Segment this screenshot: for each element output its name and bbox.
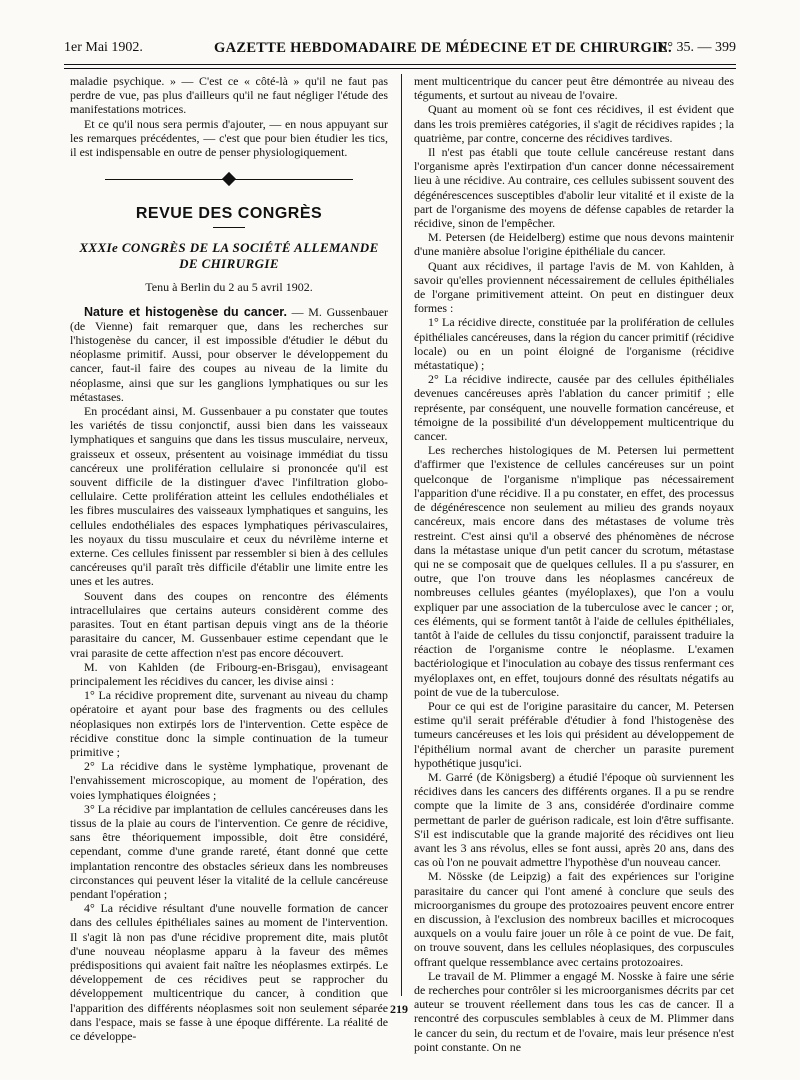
article-paragraph: ment multicentrique du cancer peut être démontrée au niveau des téguments, et surtout au niveau de l'ovaire. (414, 74, 734, 103)
article-paragraph: Quant au moment où se font ces récidives, il est évident que dans les trois premières catégories, il s'agit de récidives rapides ; la quatrième, par contre, concerne des récidives tardives. (414, 102, 734, 145)
column-divider (401, 74, 402, 996)
article-paragraph: M. von Kahlden (de Fribourg-en-Brisgau), envisageant principalement les récidives du cancer, les divise ainsi : (70, 659, 388, 688)
article-paragraph: M. Garré (de Königsberg) a étudié l'époque où surviennent les récidives dans les cancers des différents organes. Il a pu se rendre compte que la limite de 3 ans, considérée d'ordinaire comme permettant de parler de guérison radicale, est loin d'être suffisante. S'il est indiscutable que la grande majorité des récidives ont lieu avant les 3 ans révolus, elles se font aussi, après 20 ans, dans des cas où l'on ne pouvait admettre l'hypothèse d'un nouveau cancer. (414, 769, 734, 870)
right-column (414, 74, 734, 1054)
article-paragraph: Quant aux récidives, il partage l'avis de M. von Kahlden, à savoir qu'elles proviennent nécessairement de cellules épithéliales de l'organe primitivement atteint. On peut en distinguer deux formes : (414, 258, 734, 316)
issue-page-number: N° 35. — 399 (657, 40, 736, 55)
journal-title: GAZETTE HEBDOMADAIRE DE MÉDECINE ET DE CHIRURGIE. (214, 40, 672, 56)
article-paragraph: M. Petersen (de Heidelberg) estime que nous devons maintenir d'une manière absolue l'origine épithéliale du cancer. (414, 230, 734, 259)
article-paragraph: 1° La récidive directe, constituée par la prolifération de cellules épithéliales cancéreuses, dans la région du cancer primitif (récidive locale) ou en un point éloigné de l'organisme (récidive métastatique) ; (414, 315, 734, 373)
article-paragraph: 2° La récidive indirecte, causée par des cellules épithéliales devenues cancéreuses après l'ablation du cancer primitif ; elle représente, par conséquent, une nouvelle formation cancéreuse, et témoigne de la possibilité d'un développement multicentrique du cancer. (414, 372, 734, 444)
intro-paragraph-2: Et ce qu'il nous sera permis d'ajouter, — en nous appuyant sur les remarques précédentes, — c'est que pour bien étudier les tics, il est indispensable en outre de penser physiologiquement. (70, 116, 388, 160)
section-divider (70, 167, 388, 193)
article-paragraph: Souvent dans des coupes on rencontre des éléments intracellulaires que certains auteurs considèrent comme des parasites. Tout en étant partisan depuis vingt ans de la théorie parasitaire du cancer, M. Gussenbauer estime cependant que le vrai parasite de cette affection n'est pas encore découvert. (70, 588, 388, 660)
article-paragraph (70, 305, 388, 404)
page-number: 219 (390, 1002, 408, 1016)
running-header (64, 38, 736, 60)
article-paragraph: 1° La récidive proprement dite, survenant au niveau du champ opératoire et ayant pour base des fragments ou des cellules néoplasiques non extirpés lors de l'intervention. Cette espèce de récidive constitue donc la simple continuation de la tumeur primitive ; (70, 688, 388, 759)
article-paragraph: Il n'est pas établi que toute cellule cancéreuse restant dans l'organisme après l'extirpation d'un cancer donne nécessairement lieu à une récidive. Au contraire, ces cellules subissent souvent des dégénérescences susceptibles d'abolir leur vitalité et il existe de la part de l'organisme des moyens de défense capables de retarder la récidive, sinon de l'empêcher. (414, 145, 734, 231)
article-paragraph: Le travail de M. Plimmer a engagé M. Nosske à faire une série de recherches pour contrôler si les microorganismes décrits par cet auteur se trouvent réellement dans tous les cas de cancer. Il a rencontré des corpuscules semblables à ceux de M. Plimmer dans le cancer du sein, du rectum et de l'ovaire, mais leur présence n'est point constante. On ne (414, 968, 734, 1054)
issue-date: 1er Mai 1902. (64, 40, 143, 55)
title-rule (213, 227, 245, 228)
article-paragraph: 4° La récidive résultant d'une nouvelle formation de cancer dans des cellules épithéliales saines au moment de l'intervention. Il s'agit là non pas d'une récidive proprement dite, mais plutôt d'une nouveau néoplasme apparu à la faveur des mêmes prédispositions qui avaient fait naître les néoplasmes extirpés. Le développement de ces récidives peut se rapprocher du développement multicentrique du cancer, à condition que l'apparition des différents néoplasmes soit non seulement séparée dans l'espace, mais se fasse à une époque différente. La réalité de ce développe- (70, 901, 388, 1043)
article-paragraph: En procédant ainsi, M. Gussenbauer a pu constater que toutes les variétés de tissu conjonctif, aussi bien dans les vaisseaux lymphatiques et sanguins que dans les tissus musculaire, nerveux, graisseux et osseux, présentent au voisinage immédiat du tissu cancéreux une prolifération cellulaire si prononcée qu'il est souvent difficile de la distinguer d'avec l'infiltration globo-cellulaire. Cette prolifération atteint les cellules endothéliales et les fibres musculaires des vaisseaux lymphatiques et sanguins, les cellules endothéliales des espaces lymphatiques périvasculaires, les noyaux du tissu musculaire et ceux du névrilème interne et externe. Ces cellules finissent par ressembler si bien à des cellules cancéreuses qu'il paraît très difficile d'établir une limite entre les unes et les autres. (70, 404, 388, 589)
intro-paragraph-1: maladie psychique. » — C'est ce « côté-là » qu'il ne faut pas perdre de vue, pas plus d'ailleurs qu'il ne faut négliger l'étude des manifestations motrices. (70, 74, 388, 117)
diamond-ornament-icon (222, 172, 236, 186)
article-paragraph: Les recherches histologiques de M. Petersen lui permettent d'affirmer que l'existence de cellules cancéreuses sur un point quelconque de l'organisme n'implique pas nécessairement l'apparition d'une récidive. Il a pu constater, en effet, des processus de dégénérescence non seulement au milieu des grands noyaux cancéreux, mais encore dans des métastases de volume très restreint. C'est ainsi qu'il a observé des phénomènes de nécrose dans la métastase unique d'un petit cancer du scrotum, métastase qui ne se composait que de quelques cellules. Il a pu s'assurer, en outre, que l'on trouve dans les néoplasmes cancéreux de nombreuses cellules géantes (myéloplaxes), que l'on a voulu expliquer par une association de la tuberculose avec le cancer ; or, ces éléments, qui se forment tantôt à l'aide de cellules épithéliales, tantôt à l'aide de cellules du tissu conjonctif, paraissent traduire la réaction de l'organisme contre le néoplasme. L'examen bactériologique et l'inoculation au cobaye des tissus renfermant ces myéloplaxes ont, en effet, toujours donné des résultats négatifs au point de vue de la tuberculose. (414, 443, 734, 699)
article-paragraph: Pour ce qui est de l'origine parasitaire du cancer, M. Petersen estime qu'il serait préférable d'étudier à fond l'histogenèse des tumeurs cancéreuses et les lois qui président au développement de l'épithélium normal avant de chercher un parasite purement hypothétique jusqu'ici. (414, 698, 734, 770)
header-rule (64, 64, 736, 65)
article-paragraph: M. Nösske (de Leipzig) a fait des expériences sur l'origine parasitaire du cancer qui l'ont amené à conclure que seuls des microorganismes du groupe des protozoaires peuvent encore entrer en discussion, à l'exclusion des nombreux bacilles et microcoques auxquels on a voulu faire jouer un rôle à ce point de vue. De fait, on trouve souvent, dans les cellules néoplasiques, des corpuscules offrant quelque ressemblance avec certains protozoaires. (414, 869, 734, 969)
left-column (70, 74, 388, 1043)
header-rule-thin (64, 68, 736, 69)
congress-title: XXXIe CONGRÈS DE LA SOCIÉTÉ ALLEMANDE DE CHIRURGIE (79, 240, 379, 272)
section-title: REVUE DES CONGRÈS (135, 205, 323, 223)
article-paragraph: 2° La récidive dans le système lymphatique, provenant de l'envahissement microscopique, au moment de l'opération, des voies lymphatiques éloignées ; (70, 759, 388, 802)
congress-subtitle: Tenu à Berlin du 2 au 5 avril 1902. (145, 280, 313, 295)
topic-heading: Nature et histogenèse du cancer. (84, 304, 287, 319)
paragraph-text: — M. Gussenbauer (de Vienne) fait remarquer que, dans les recherches sur l'histogenèse du cancer, il est impossible d'étudier le début du néoplasme primitif. Aussi, pour observer le développement du cancer, faut-il faire des coupes au niveau de la limite du néoplasme, ainsi que sur les ganglions lymphatiques ou sur les métastases. (70, 304, 388, 404)
article-paragraph: 3° La récidive par implantation de cellules cancéreuses dans les tissus de la plaie au cours de l'intervention. Ce genre de récidive, sans être théoriquement impossible, doit être considéré, cependant, comme d'une grande rareté, étant donné que cette implantation rencontre des obstacles sérieux dans les nombreuses circonstances qui peuvent léser la vitalité de la cellule cancéreuse pendant l'opération ; (70, 801, 388, 901)
